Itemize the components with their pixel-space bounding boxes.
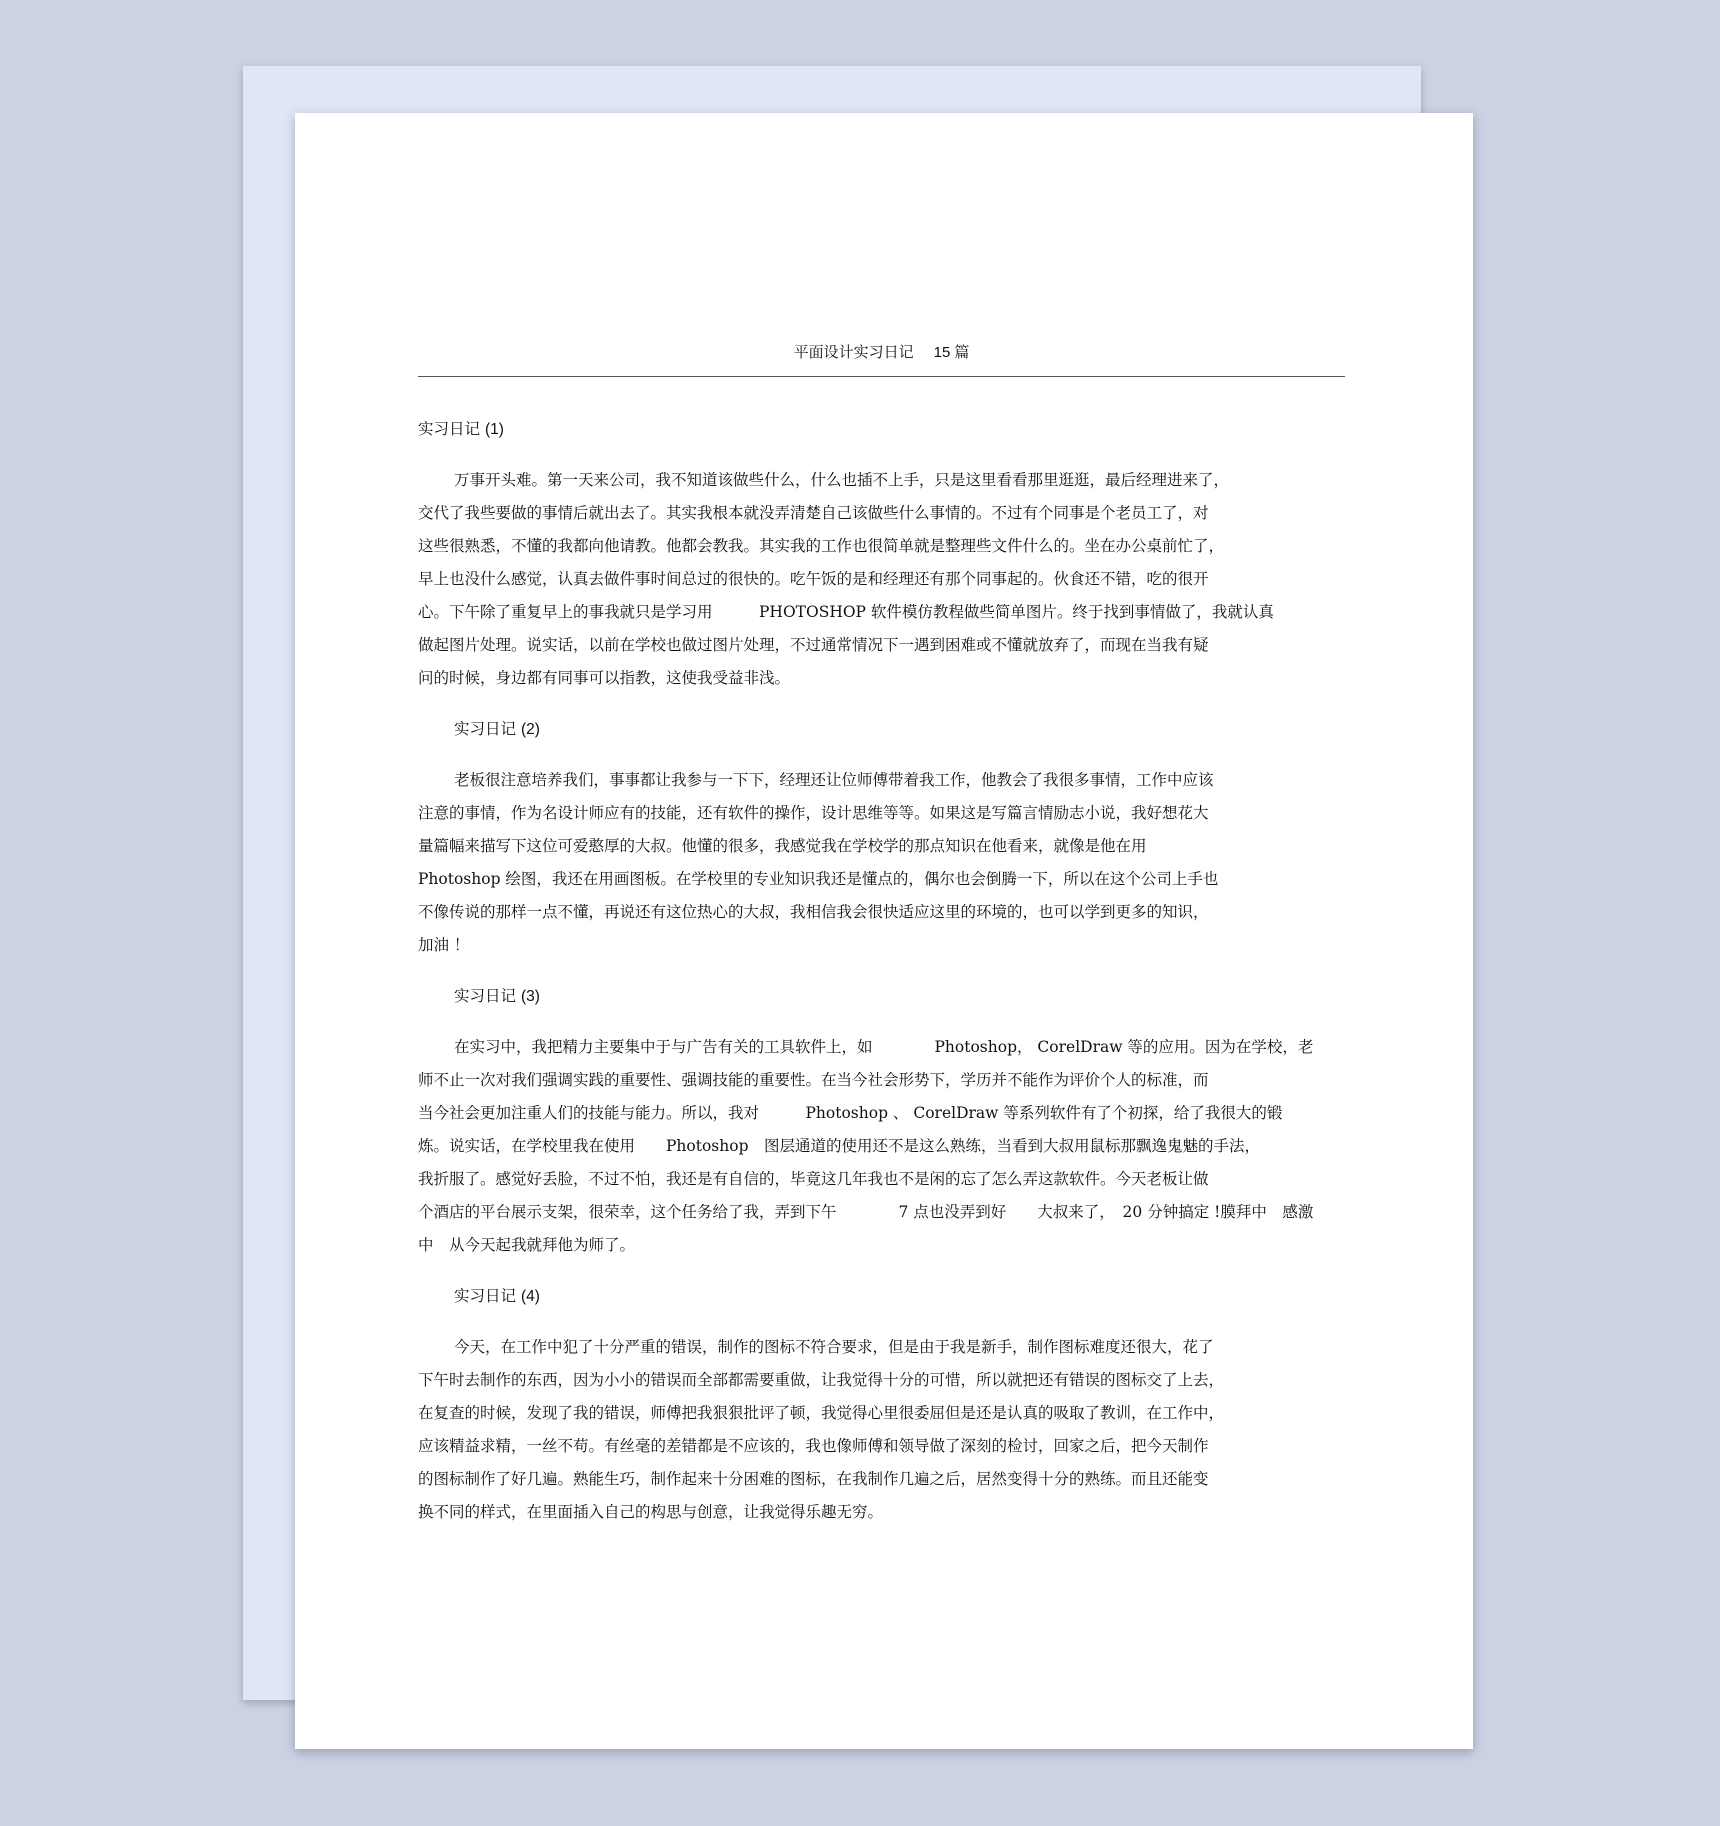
entry-title-text: 实习日记 [454,1287,517,1305]
entry-2-line: 老板很注意培养我们，事事都让我参与一下下，经理还让位师傅带着我工作，他教会了我很多事情，工作中应该 [454,771,1214,789]
entry-4-line: 换不同的样式，在里面插入自己的构思与创意，让我觉得乐趣无穷。 [418,1503,884,1521]
entry-2-title [418,713,1358,746]
entry-2-line: Photoshop 绘图，我还在用画图板。在学校里的专业知识我还是懂点的，偶尔也会倒腾一下，所以在这个公司上手也 [418,870,1219,888]
entry-number: (4) [520,1288,540,1305]
document-body [418,413,1358,1529]
entry-4-line: 下午时去制作的东西，因为小小的错误而全部都需要重做，让我觉得十分的可惜，所以就把还有错误的图标交了上去， [418,1371,1225,1389]
entry-title-text: 实习日记 [454,987,517,1005]
entry-4-line: 的图标制作了好几遍。熟能生巧，制作起来十分困难的图标，在我制作几遍之后，居然变得十分的熟练。而且还能变 [418,1470,1209,1488]
entry-1-line: 这些很熟悉，不懂的我都向他请教。他都会教我。其实我的工作也很简单就是整理些文件什么的。坐在办公桌前忙了， [418,537,1225,555]
entry-4-line: 应该精益求精，一丝不苟。有丝毫的差错都是不应该的，我也像师傅和领导做了深刻的检讨，回家之后，把今天制作 [418,1437,1209,1455]
entry-1-title [418,413,1358,446]
entry-1-line: 问的时候，身边都有同事可以指教，这使我受益非浅。 [418,669,791,687]
entry-2-line: 量篇幅来描写下这位可爱憨厚的大叔。他懂的很多，我感觉我在学校学的那点知识在他看来，就像是他在用 [418,837,1147,855]
entry-1-line: 交代了我些要做的事情后就出去了。其实我根本就没弄清楚自己该做些什么事情的。不过有个同事是个老员工了，对 [418,504,1209,522]
entry-3-line: 在实习中，我把精力主要集中于与广告有关的工具软件上，如 Photoshop， CorelDraw 等的应用。因为在学校，老 [454,1038,1314,1056]
entry-2-line: 加油 ！ [418,936,470,954]
entry-2-line: 不像传说的那样一点不懂，再说还有这位热心的大叔，我相信我会很快适应这里的环境的，也可以学到更多的知识， [418,903,1209,921]
entry-4-title [418,1280,1358,1313]
entry-1-line: 早上也没什么感觉，认真去做件事时间总过的很快的。吃午饭的是和经理还有那个同事起的。伙食还不错，吃的很开 [418,570,1209,588]
document-page [295,113,1473,1749]
header-divider [418,376,1345,377]
entry-1-line: 做起图片处理。说实话，以前在学校也做过图片处理，不过通常情况下一遇到困难或不懂就放弃了，而现在当我有疑 [418,636,1209,654]
entry-4-line: 在复查的时候，发现了我的错误，师傅把我狠狠批评了顿，我觉得心里很委屈但是还是认真的吸取了教训，在工作中， [418,1404,1225,1422]
entry-title-text: 实习日记 [418,420,481,438]
entry-title-text: 实习日记 [454,720,517,738]
entry-1-line: 万事开头难。第一天来公司，我不知道该做些什么，什么也插不上手，只是这里看看那里逛逛，最后经理进来了， [454,471,1230,489]
entry-3-line: 个酒店的平台展示支架，很荣幸，这个任务给了我，弄到下午 7 点也没弄到好 大叔来了， 20 分钟搞定 !膜拜中 感激 [418,1203,1314,1221]
page-header [418,341,1345,362]
header-unit: 篇 [954,343,970,361]
entry-2-line: 注意的事情，作为名设计师应有的技能，还有软件的操作，设计思维等等。如果这是写篇言情励志小说，我好想花大 [418,804,1209,822]
entry-3-title [418,980,1358,1013]
entry-3-line: 师不止一次对我们强调实践的重要性、强调技能的重要性。在当今社会形势下，学历并不能作为评价个人的标准，而 [418,1071,1209,1089]
entry-3-line: 我折服了。感觉好丢脸，不过不怕，我还是有自信的，毕竟这几年我也不是闲的忘了怎么弄这款软件。今天老板让做 [418,1170,1209,1188]
entry-number: (2) [520,721,540,738]
entry-3-line: 中 从今天起我就拜他为师了。 [418,1236,636,1254]
entry-1-line: 心。下午除了重复早上的事我就只是学习用 PHOTOSHOP 软件模仿教程做些简单图片。终于找到事情做了，我就认真 [418,603,1274,621]
entry-number: (3) [520,988,540,1005]
entry-number: (1) [484,421,504,438]
entry-3-line: 炼。说实话，在学校里我在使用 Photoshop 图层通道的使用还不是这么熟练，当看到大叔用鼠标那飘逸鬼魅的手法， [418,1137,1260,1155]
header-count: 15 [933,344,951,361]
header-title: 平面设计实习日记 [793,343,914,361]
entry-3-line: 当今社会更加注重人们的技能与能力。所以，我对 Photoshop 、 CorelDraw 等系列软件有了个初探，给了我很大的锻 [418,1104,1283,1122]
entry-4-line: 今天，在工作中犯了十分严重的错误，制作的图标不符合要求，但是由于我是新手，制作图标难度还很大，花了 [454,1338,1214,1356]
